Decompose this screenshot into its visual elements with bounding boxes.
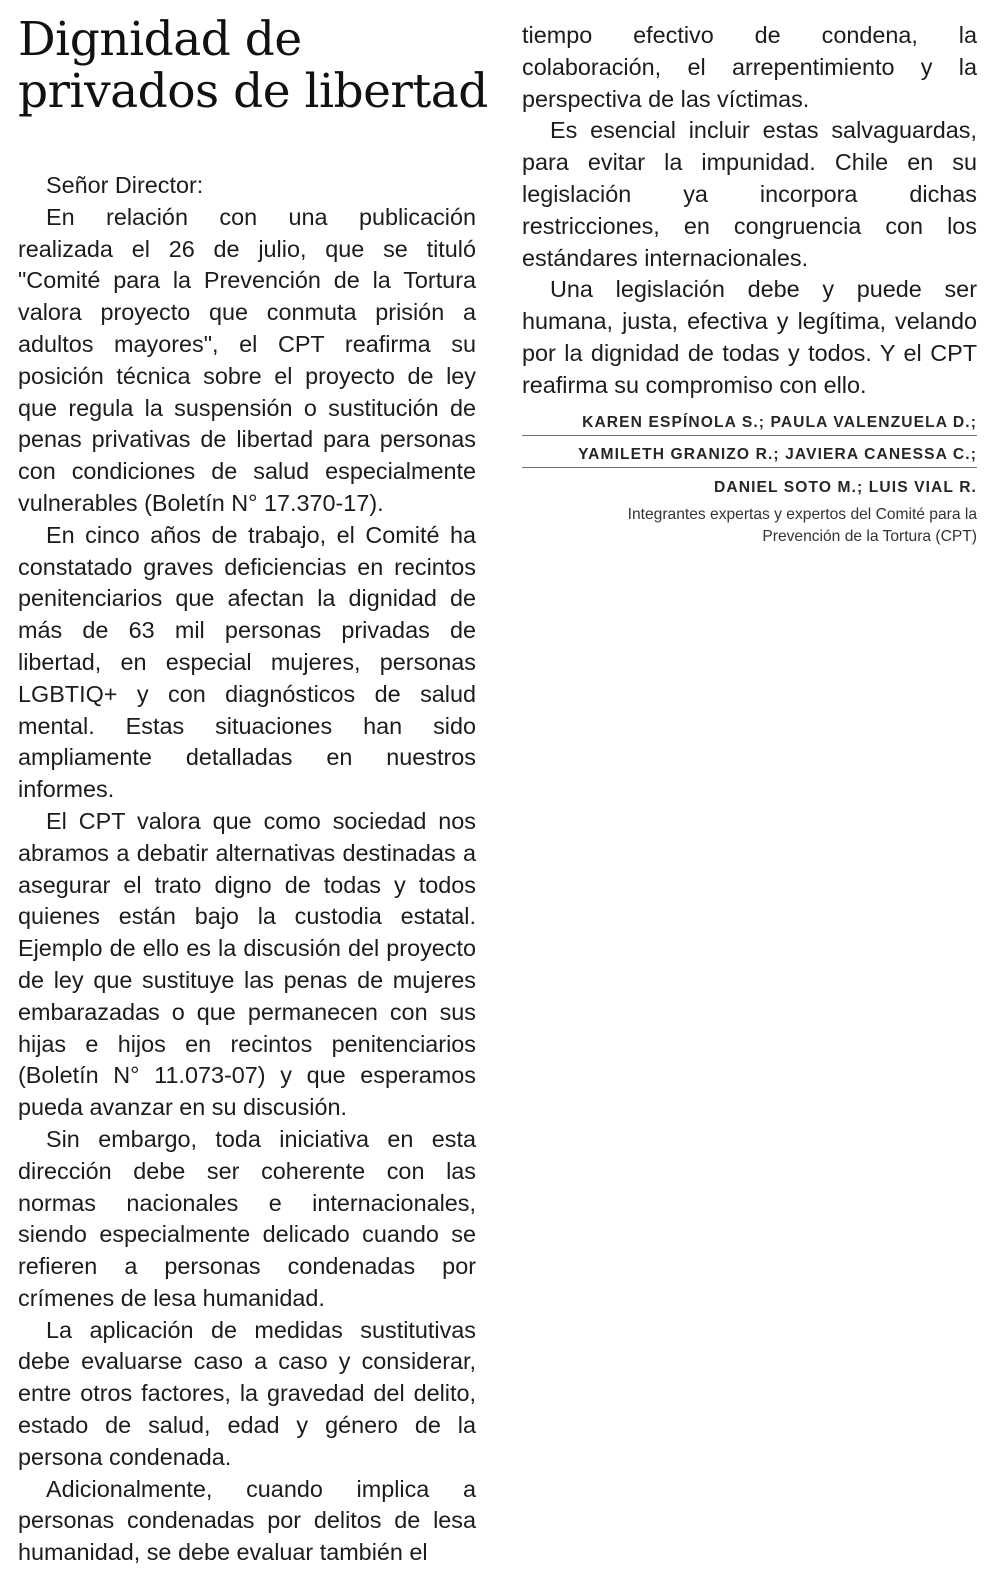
salutation: Señor Director: — [46, 172, 204, 198]
signature-names: YAMILETH GRANIZO R.; JAVIERA CANESSA C.; — [578, 446, 977, 463]
signature-line — [522, 404, 977, 436]
headline-line-1: Dignidad de — [18, 12, 302, 67]
paragraph-6: Adicionalmente, cuando implica a personas condenadas por delitos de lesa humanidad, se debe evaluar también el — [18, 1475, 476, 1566]
paragraph-1: En relación con una publicación realizada el 26 de julio, que se tituló "Comité para la Prevención de la Tortura valora proyecto que conmuta prisión a adultos mayores", el CPT reafirma su posición técnica sobre el proyecto de ley que regula la suspensión o sustitución de penas privativas de libertad para personas con condiciones de salud especialmente vulnerables (Boletín N° 17.370-17). — [18, 203, 476, 516]
paragraph-2: En cinco años de trabajo, el Comité ha constatado graves deficiencias en recintos penitenciarios que afectan la dignidad de más de 63 mil personas privadas de libertad, en especial mujeres, personas LGBTIQ+ y con diagnósticos de salud mental. Estas situaciones han sido ampliamente detalladas en nuestros informes. — [18, 521, 476, 803]
paragraph-3: El CPT valora que como sociedad nos abramos a debatir alternativas destinadas a asegurar el trato digno de todas y todos quienes están bajo la custodia estatal. Ejemplo de ello es la discusión del proyecto de ley que sustituye las penas de mujeres embarazadas o que permanecen con sus hijas e hijos en recintos penitenciarios (Boletín N° 11.073-07) y que esperamos pueda avanzar en su discusión. — [18, 807, 476, 1121]
headline-line-2: privados de libertad — [18, 64, 488, 119]
left-column — [18, 170, 476, 1569]
paragraph-4: Sin embargo, toda iniciativa en esta dirección debe ser coherente con las normas nacionales e internacionales, siendo especialmente delicado cuando se refieren a personas condenadas por crímenes de lesa humanidad. — [18, 1125, 476, 1311]
paragraph-8: Una legislación debe y puede ser humana, justa, efectiva y legítima, velando por la dignidad de todas y todos. Y el CPT reafirma su compromiso con ello. — [522, 276, 977, 398]
signature-names: KAREN ESPÍNOLA S.; PAULA VALENZUELA D.; — [582, 414, 977, 431]
right-column — [522, 20, 977, 402]
affiliation-line-2: Prevención de la Tortura (CPT) — [762, 528, 977, 545]
signature-line — [522, 436, 977, 468]
affiliation-line-1: Integrantes expertas y expertos del Comité para la — [627, 506, 977, 523]
signature-names: DANIEL SOTO M.; LUIS VIAL R. — [714, 479, 977, 496]
signature-block — [522, 404, 977, 548]
headline — [18, 14, 488, 118]
signers-affiliation — [522, 504, 977, 548]
paragraph-7: Es esencial incluir estas salvaguardas, para evitar la impunidad. Chile en su legislación ya incorpora dichas restricciones, en congruencia con los estándares internacionales. — [522, 117, 977, 271]
paragraph-5: La aplicación de medidas sustitutivas debe evaluarse caso a caso y considerar, entre otros factores, la gravedad del delito, estado de salud, edad y género de la persona condenada. — [18, 1316, 476, 1470]
paragraph-6-continuation: tiempo efectivo de condena, la colaboración, el arrepentimiento y la perspectiva de las víctimas. — [522, 22, 977, 112]
signature-line — [522, 468, 977, 500]
